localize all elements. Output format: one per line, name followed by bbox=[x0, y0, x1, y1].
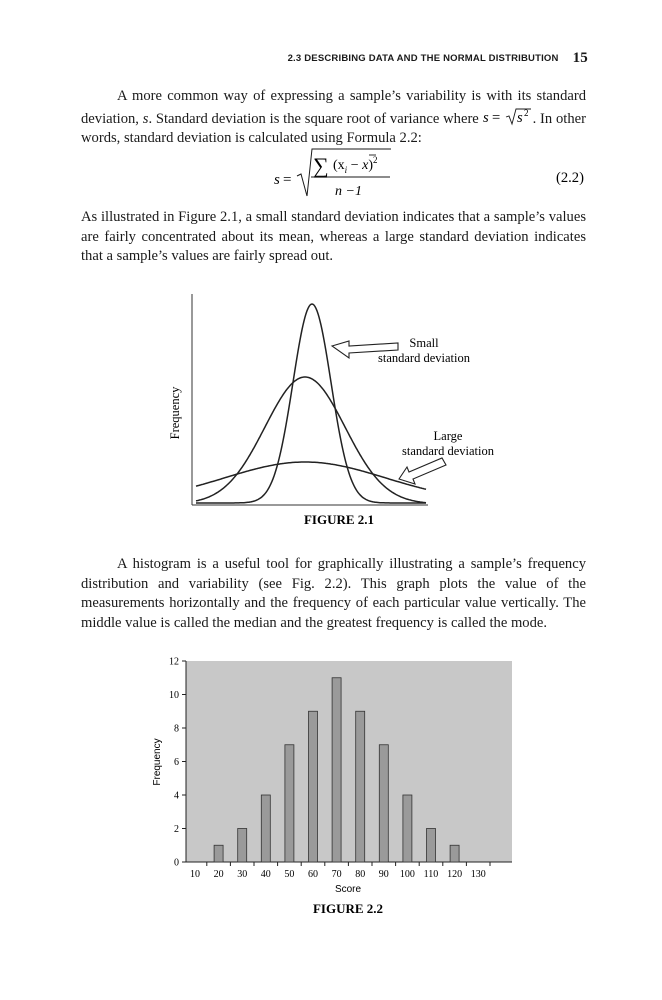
bar-70 bbox=[332, 678, 341, 862]
bar-20 bbox=[214, 845, 223, 862]
bar-100 bbox=[403, 795, 412, 862]
figure-2-1 bbox=[150, 288, 530, 533]
x-tick-label: 70 bbox=[331, 869, 342, 880]
y-tick-label: 8 bbox=[174, 723, 179, 735]
bar-30 bbox=[238, 829, 247, 863]
svg-text:s: s bbox=[482, 109, 489, 126]
y-tick-label: 12 bbox=[169, 656, 179, 668]
bar-80 bbox=[356, 711, 365, 862]
figure-1-ylabel: Frequency bbox=[168, 386, 182, 440]
chart-ylabel: Frequency bbox=[152, 738, 163, 786]
bar-40 bbox=[261, 795, 270, 862]
bar-50 bbox=[285, 745, 294, 862]
x-tick-label: 130 bbox=[470, 869, 486, 880]
large-sd-arrow bbox=[399, 458, 446, 484]
x-tick-label: 50 bbox=[284, 869, 295, 880]
bar-120 bbox=[450, 845, 459, 862]
large-sd-curve bbox=[196, 462, 426, 489]
large-sd-label-line-1: Large bbox=[433, 429, 463, 443]
x-tick-label: 10 bbox=[190, 869, 200, 880]
bar-110 bbox=[427, 829, 436, 863]
x-tick-label: 100 bbox=[399, 869, 415, 880]
figure-1-caption: FIGURE 2.1 bbox=[303, 512, 375, 527]
paragraph-2: As illustrated in Figure 2.1, a small standard deviation indicates that a sample’s values are fairly concentrated about its mean, whereas a large standard deviation indicates that a sample’s values are fairly spread out. bbox=[81, 209, 586, 264]
y-tick-label: 2 bbox=[174, 824, 179, 835]
y-tick-label: 4 bbox=[174, 790, 179, 802]
formula-denominator: n −1 bbox=[335, 184, 362, 198]
bar-60 bbox=[309, 711, 318, 862]
figure-2-caption: FIGURE 2.2 bbox=[312, 901, 384, 916]
formula-numerator: $(x_i - x)^2$ bbox=[333, 155, 378, 175]
chart-xlabel: Score bbox=[334, 884, 362, 895]
y-tick-label: 6 bbox=[174, 757, 179, 768]
figure-2-2 bbox=[140, 650, 530, 920]
x-tick-label: 20 bbox=[213, 869, 224, 880]
paragraph-1-symbol-s: s bbox=[142, 110, 149, 127]
y-tick-label: 10 bbox=[169, 690, 179, 701]
x-tick-label: 110 bbox=[423, 869, 439, 880]
paragraph-1-line-1: A more common way of expressing a sample’s variability is with its standard bbox=[117, 88, 586, 104]
section-title: 2.3 DESCRIBING DATA AND THE NORMAL DISTRIBUTION bbox=[287, 53, 559, 64]
inline-formula-s-sqrt-s2 bbox=[483, 107, 533, 127]
medium-sd-curve bbox=[196, 377, 426, 503]
svg-text:2: 2 bbox=[523, 107, 529, 118]
formula-sum-sign: ∑ bbox=[313, 153, 329, 178]
running-head bbox=[0, 50, 588, 67]
paragraph-1-line-3: other words, standard deviation is calculated using Formula 2.2: bbox=[81, 110, 586, 146]
x-tick-label: 80 bbox=[355, 869, 366, 880]
x-tick-label: 30 bbox=[237, 869, 248, 880]
paragraph-1-line-2-c: . In bbox=[532, 110, 553, 127]
paragraph-3: A histogram is a useful tool for graphically illustrating a sample’s frequency distribution and variability (see Fig. 2.2). This graph plots the value of the measurements horizontally and the frequency of each particular value vertically. The middle value is called the median and the greatest frequency is called the mode. bbox=[81, 556, 586, 631]
x-tick-label: 60 bbox=[308, 869, 318, 880]
large-sd-label-line-2: standard deviation bbox=[402, 444, 494, 458]
formula-equals: = bbox=[283, 172, 292, 188]
paragraph-1 bbox=[81, 87, 586, 149]
paragraph-1-line-2-a: deviation, bbox=[81, 110, 143, 127]
small-sd-label-line-2: standard deviation bbox=[378, 351, 470, 365]
x-tick-label: 90 bbox=[378, 869, 389, 880]
y-tick-label: 0 bbox=[174, 857, 179, 869]
chart-plot-area bbox=[186, 661, 512, 862]
x-tick-label: 40 bbox=[260, 869, 271, 880]
formula-2-2 bbox=[0, 146, 662, 198]
svg-text:=: = bbox=[491, 109, 500, 126]
formula-lhs: s bbox=[274, 172, 280, 188]
small-sd-label-line-1: Small bbox=[409, 336, 439, 350]
paragraph-1-line-2-b: . Standard deviation is the square root of variance where bbox=[148, 110, 483, 127]
bar-90 bbox=[379, 745, 388, 862]
page-number: 15 bbox=[572, 50, 588, 66]
small-sd-curve bbox=[196, 304, 426, 503]
x-tick-label: 120 bbox=[447, 869, 463, 880]
svg-text:s: s bbox=[516, 109, 523, 126]
formula-number: (2.2) bbox=[556, 170, 584, 186]
